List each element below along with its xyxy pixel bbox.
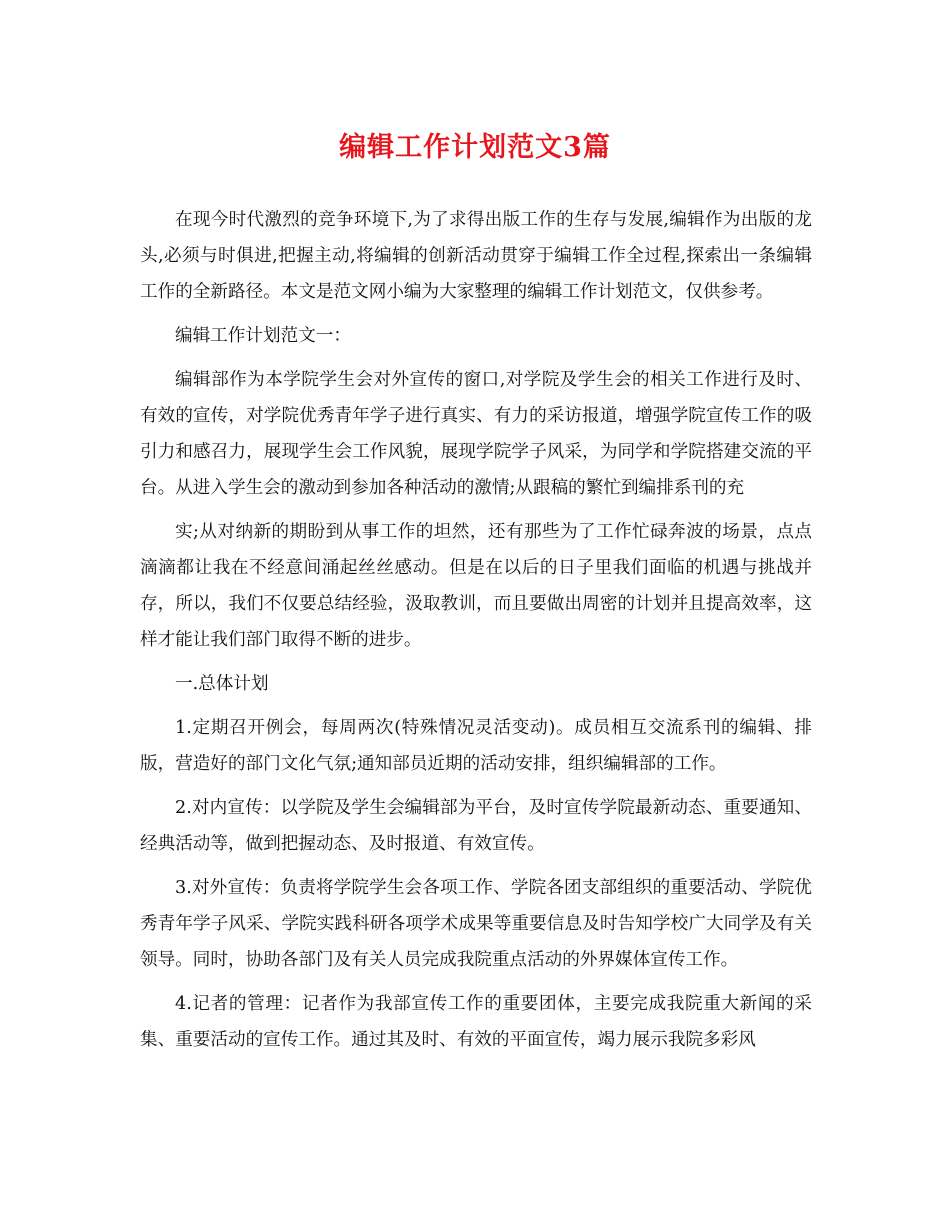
section-heading-overall-plan: 一.总体计划 <box>175 674 269 694</box>
intro-paragraph: 在现今时代激烈的竞争环境下,为了求得出版工作的生存与发展,编辑作为出版的龙头,必须与时俱进,把握主动,将编辑的创新活动贯穿于编辑工作全过程,探索出一条编辑工作的全新路径。本文是范文网小编为大家整理的编辑工作计划范文，仅供参考。 <box>140 210 812 302</box>
section-heading-sample-one: 编辑工作计划范文一： <box>175 326 351 346</box>
document-body <box>140 202 812 1058</box>
list-item-4: 4.记者的管理：记者作为我部宣传工作的重要团体，主要完成我院重大新闻的采集、重要活动的宣传工作。通过其及时、有效的平面宣传，竭力展示我院多彩风 <box>140 994 812 1050</box>
body-paragraph: 实;从对纳新的期盼到从事工作的坦然，还有那些为了工作忙碌奔波的场景，点点滴滴都让我在不经意间涌起丝丝感动。但是在以后的日子里我们面临的机遇与挑战并存，所以，我们不仅要总结经验，汲取教训，而且要做出周密的计划并且提高效率，这样才能让我们部门取得不断的进步。 <box>140 522 812 650</box>
list-item-1: 1.定期召开例会，每周两次(特殊情况灵活变动)。成员相互交流系刊的编辑、排版，营造好的部门文化气氛;通知部员近期的活动安排，组织编辑部的工作。 <box>140 718 812 774</box>
document-title: 编辑工作计划范文3篇 <box>339 132 611 163</box>
list-item-3: 3.对外宣传：负责将学院学生会各项工作、学院各团支部组织的重要活动、学院优秀青年学子风采、学院实践科研各项学术成果等重要信息及时告知学校广大同学及有关领导。同时，协助各部门及有关人员完成我院重点活动的外界媒体宣传工作。 <box>140 878 812 970</box>
body-paragraph: 编辑部作为本学院学生会对外宣传的窗口,对学院及学生会的相关工作进行及时、有效的宣传，对学院优秀青年学子进行真实、有力的采访报道，增强学院宣传工作的吸引力和感召力，展现学生会工作风貌，展现学院学子风采，为同学和学院搭建交流的平台。从进入学生会的激动到参加各种活动的激情;从跟稿的繁忙到编排系刊的充 <box>140 370 812 498</box>
list-item-2: 2.对内宣传：以学院及学生会编辑部为平台，及时宣传学院最新动态、重要通知、经典活动等，做到把握动态、及时报道、有效宣传。 <box>140 798 812 854</box>
